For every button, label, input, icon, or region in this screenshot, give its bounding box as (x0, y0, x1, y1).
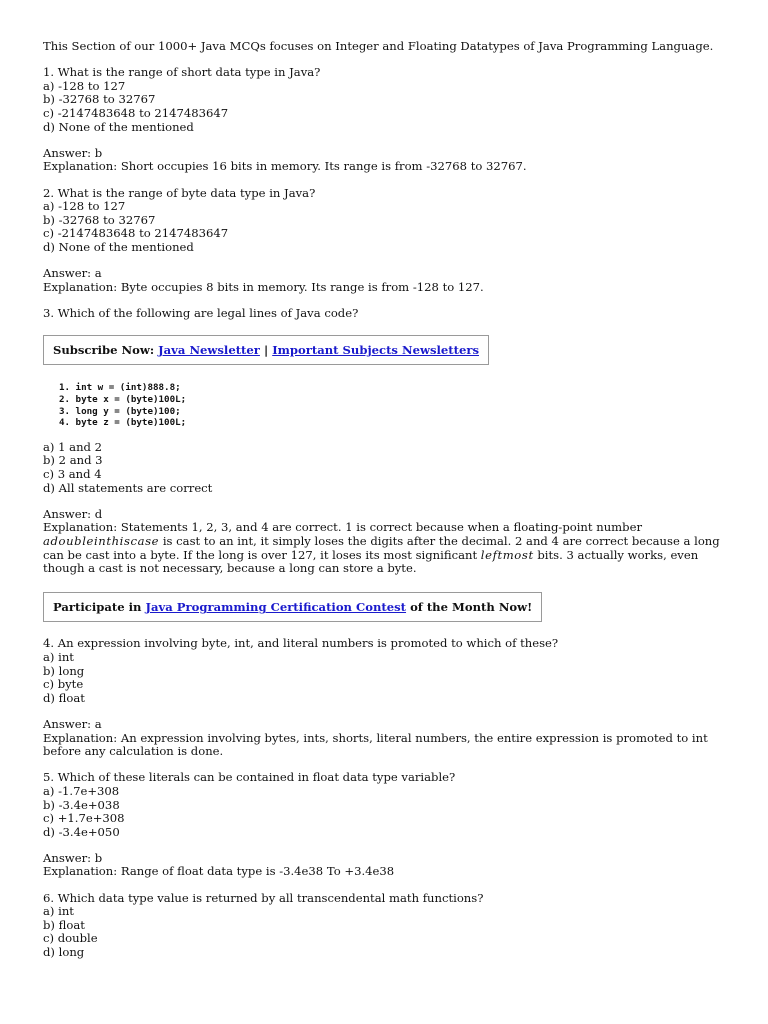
option-c: c) -2147483648 to 2147483647 (43, 105, 229, 120)
answer-text: Answer: a (43, 266, 102, 281)
option-a: a) -128 to 127 (43, 199, 126, 214)
option-d: d) -3.4e+050 (43, 824, 120, 839)
option-a: a) int (43, 649, 74, 664)
option-a: a) 1 and 2 (43, 439, 103, 454)
option-c: c) double (43, 931, 98, 946)
code-line-number: 2. (59, 394, 71, 406)
option-c: c) +1.7e+308 (43, 811, 125, 826)
option-d: d) long (43, 945, 85, 960)
answer-text: Answer: b (43, 850, 103, 865)
subscribe-separator: | (259, 343, 273, 358)
explanation-text: Explanation: An expression involving bytes, ints, shorts, literal numbers, the entire expression is promoted to int before any calculation is done. (43, 730, 708, 759)
document-page (43, 40, 733, 960)
explanation-part-1: Explanation: Statements 1, 2, 3, and 4 are correct. 1 is correct because when a floating-point number (43, 520, 642, 535)
code-line-text: byte x = (byte)100L; (75, 394, 187, 406)
option-b: b) -32768 to 32767 (43, 92, 156, 107)
question-3 (43, 307, 733, 576)
contest-box (43, 592, 542, 622)
option-d: d) All statements are correct (43, 480, 213, 495)
option-b: b) -32768 to 32767 (43, 212, 156, 227)
question-text: 3. Which of the following are legal lines of Java code? (43, 305, 359, 320)
important-subjects-newsletters-link[interactable]: Important Subjects Newsletters (272, 343, 479, 358)
code-line-number: 3. (59, 405, 71, 417)
explanation-text: Explanation: Byte occupies 8 bits in memory. Its range is from -128 to 127. (43, 279, 484, 294)
code-line (59, 382, 733, 394)
question-text: 2. What is the range of byte data type in Java? (43, 185, 316, 200)
subscribe-box (43, 335, 489, 365)
question-text: 6. Which data type value is returned by all transcendental math functions? (43, 890, 484, 905)
code-line-text: byte z = (byte)100L; (75, 417, 187, 429)
question-text: 5. Which of these literals can be contained in float data type variable? (43, 770, 456, 785)
option-d: d) float (43, 690, 85, 705)
option-a: a) int (43, 904, 74, 919)
subscribe-prefix: Subscribe Now: (53, 343, 159, 358)
option-c: c) 3 and 4 (43, 467, 102, 482)
question-text: 1. What is the range of short data type in Java? (43, 65, 321, 80)
contest-prefix: Participate in (53, 600, 146, 615)
intro-text: This Section of our 1000+ Java MCQs focuses on Integer and Floating Datatypes of Java Programming Language. (43, 39, 714, 53)
explanation-math-1: adoubleinthiscase (43, 534, 160, 548)
explanation-part-3: bits. 3 actually works, even though a cast is not necessary, because a long can store a byte. (43, 547, 699, 576)
code-line-number: 4. (59, 417, 71, 429)
question-text: 4. An expression involving byte, int, and literal numbers is promoted to which of these? (43, 636, 559, 651)
explanation-text: Explanation: Range of float data type is -3.4e38 To +3.4e38 (43, 864, 395, 879)
answer-text: Answer: b (43, 145, 103, 160)
explanation-math-2: leftmost (480, 547, 534, 562)
question-5 (43, 771, 733, 879)
question-2 (43, 187, 733, 295)
option-c: c) -2147483648 to 2147483647 (43, 226, 229, 241)
option-a: a) -1.7e+308 (43, 783, 120, 798)
code-line (59, 406, 733, 418)
option-a: a) -128 to 127 (43, 78, 126, 93)
option-d: d) None of the mentioned (43, 119, 194, 134)
code-line (59, 394, 733, 406)
explanation-text (43, 521, 733, 575)
question-1 (43, 66, 733, 174)
code-line-number: 1. (59, 382, 71, 394)
option-d: d) None of the mentioned (43, 239, 194, 254)
certification-contest-link[interactable]: Java Programming Certification Contest (145, 600, 407, 615)
code-line-text: long y = (byte)100; (75, 405, 181, 417)
option-b: b) -3.4e+038 (43, 797, 120, 812)
explanation-text: Explanation: Short occupies 16 bits in memory. Its range is from -32768 to 32767. (43, 159, 527, 174)
code-line (59, 417, 733, 429)
java-newsletter-link[interactable]: Java Newsletter (158, 343, 260, 358)
contest-suffix: of the Month Now! (406, 600, 533, 615)
option-b: b) 2 and 3 (43, 453, 103, 468)
question-4 (43, 637, 733, 758)
question-6 (43, 892, 733, 960)
answer-text: Answer: a (43, 716, 102, 731)
option-b: b) long (43, 663, 85, 678)
explanation-part-2: is cast to an int, it simply loses the digits after the decimal. 2 and 4 are correct because a long can be cast into a byte. If the long is over 127, it loses its most significant (43, 534, 720, 562)
option-c: c) byte (43, 677, 84, 692)
option-b: b) float (43, 917, 85, 932)
answer-text: Answer: d (43, 506, 103, 521)
code-listing (59, 382, 733, 428)
code-line-text: int w = (int)888.8; (75, 382, 181, 394)
